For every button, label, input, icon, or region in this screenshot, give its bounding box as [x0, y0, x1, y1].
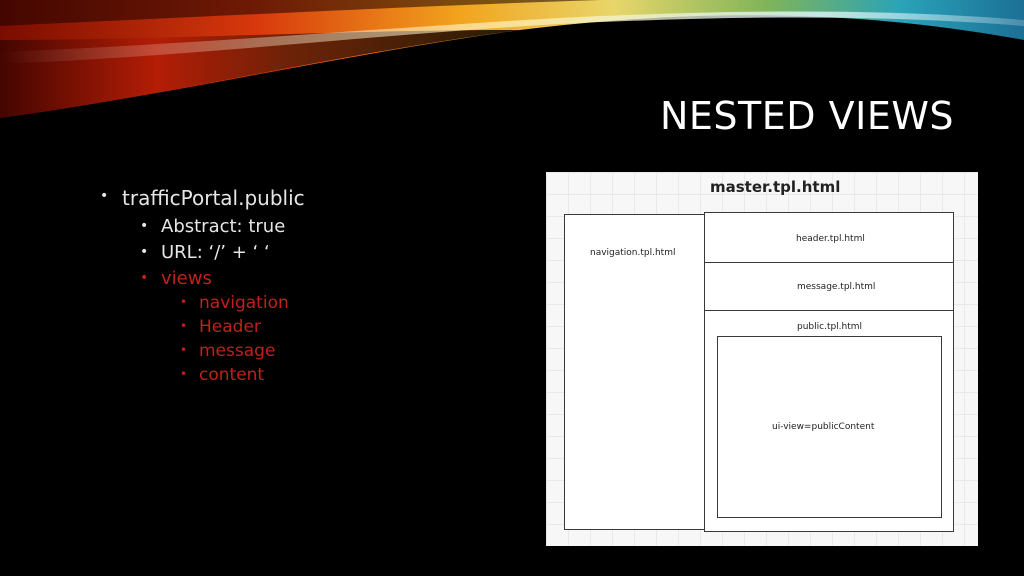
- bullet-icon: •: [180, 343, 188, 357]
- bullet-icon: •: [140, 244, 149, 260]
- bullet-text: URL: ‘/’ + ‘ ‘: [161, 242, 270, 263]
- bullet-icon: •: [100, 188, 109, 204]
- bullet-icon: •: [140, 270, 149, 286]
- bullet-icon: •: [140, 218, 149, 234]
- bullet-icon: •: [180, 319, 188, 333]
- bullet-text: Abstract: true: [161, 216, 286, 237]
- bullet-text: Header: [199, 317, 261, 337]
- bullet-icon: •: [180, 367, 188, 381]
- message-label: message.tpl.html: [797, 282, 876, 292]
- bullet-icon: •: [180, 295, 188, 309]
- public-label: public.tpl.html: [797, 322, 863, 332]
- bullet-text: views: [161, 268, 212, 289]
- ui-view-label: ui-view=publicContent: [772, 422, 875, 432]
- master-template-label: master.tpl.html: [710, 178, 841, 196]
- navigation-box: [564, 214, 706, 530]
- navigation-label: navigation.tpl.html: [590, 248, 676, 258]
- layout-diagram: [546, 172, 978, 546]
- bullet-text: message: [199, 341, 276, 361]
- bullet-text: navigation: [199, 293, 289, 313]
- bullet-text: trafficPortal.public: [122, 186, 305, 210]
- header-label: header.tpl.html: [796, 234, 865, 244]
- bullet-text: content: [199, 365, 265, 385]
- slide-title: NESTED VIEWS: [660, 94, 955, 138]
